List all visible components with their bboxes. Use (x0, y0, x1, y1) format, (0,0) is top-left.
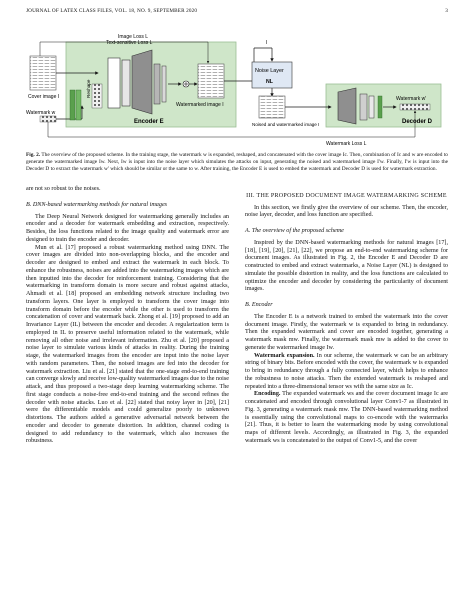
right-p1: In this section, we firstly give the overview of our scheme. Then, the encoder, noise layer, decoder, and loss function are specified. (245, 204, 448, 219)
reshaped-watermark (92, 84, 102, 108)
figure-2 (26, 32, 448, 150)
left-p0: are not so robust to the noises. (26, 186, 101, 192)
left-column (26, 186, 229, 446)
watermark-expansion-heading: Watermark expansion. (254, 352, 315, 359)
page-header (26, 8, 448, 18)
figure-caption (26, 152, 448, 174)
watermark-output-label: Watermark w' (396, 96, 427, 102)
encoding-heading: Encoding. (254, 391, 281, 398)
right-p3: The Encoder E is a network trained to embed the watermark into the cover document image. Firstly, the watermark w is expanded to bring in redundancy. Then the expanded watermark and cover are encoded together, generating a watermark mask mw. Finally, the watermark mask mw is added to the cover to generate the watermarked image Iw. (245, 313, 448, 351)
right-p2: Inspired by the DNN-based watermarking methods for natural images [17], [18], [19], [20], [21], [22], we propose an end-to-end watermarking scheme for document images. As illustrated in Fig. 2, the Encoder E and Decoder D are constructed to embed and extract watermarks, a Noise Layer (NL) is designed to simulate the possible distortion in reality, and the loss functions are calculated to optimize the encoder and decoder by considering the particularity of document images. (245, 239, 448, 293)
reshape-label: Reshape (86, 79, 91, 98)
watermark-expansion-text: In our scheme, the watermark w can be an arbitrary string of binary bits. Before encoded with the cover, the watermark w is expanded to bring in redundancy through a fully connected layer, which helps to enhance the robustness to noise attacks. Then the extended watermark is reshaped and repeated into a three-dimensional tensor ws with the same size as Ic. (245, 352, 449, 390)
watermarked-image-thumb (198, 64, 224, 98)
watermark-input-bits (40, 116, 56, 122)
decoder-conv-1 (360, 94, 367, 120)
nl-label: NL (266, 79, 273, 85)
pipeline-diagram (26, 32, 448, 150)
encoding-text: The expanded watermark ws and the cover document image Ic are concatenated and encoded through convolutional layer Conv1-7 as illustrated in Fig. 3, generating a watermark mask mw. The DNN-based watermarking method is essentially using the convolutional maps to co-encode with the watermarks [21]. Thus, it is better to learn the watermarking mode by using convolutional maps of different levels. Accordingly, as illustrated in Fig. 3, the expanded watermark ws is concatenated to the output of Conv1-5, and the cover (245, 391, 448, 444)
encoder-label: Encoder E (134, 119, 164, 125)
decoder-conv-volume (338, 88, 356, 124)
cover-image-thumb (30, 56, 56, 90)
cover-image-label: Cover image I (28, 94, 60, 100)
conv-block-3 (154, 64, 160, 104)
watermark-input-label: Watermark w (26, 110, 56, 116)
watermarked-image-label: Watermarked image I (176, 102, 224, 108)
conv-block-2 (122, 60, 130, 106)
right-column (245, 186, 448, 446)
caption-label: Fig. 2. (26, 152, 41, 158)
image-loss-label: Image Loss L (118, 34, 149, 40)
noised-image-thumb (259, 96, 285, 118)
right-p4 (245, 353, 448, 392)
iw-label: I (266, 40, 268, 46)
decoder-label: Decoder D (402, 119, 433, 125)
noise-layer-label: Noise Layer (255, 68, 284, 74)
text-loss-label: Text-sensitive Loss L (106, 40, 153, 46)
noised-image-label: Noised and watermarked image I (252, 122, 320, 127)
watermark-output-bits (400, 104, 430, 110)
fc-layer-2 (76, 90, 81, 120)
right-p5 (245, 391, 448, 445)
watermark-loss-label: Watermark Loss L (326, 141, 367, 147)
decoder-conv-2 (369, 96, 374, 118)
fc-layer-1 (70, 90, 75, 120)
journal-header: JOURNAL OF LATEX CLASS FILES, VOL. 18, NO. 9, SEPTEMBER 2020 (26, 8, 198, 14)
left-p1: The Deep Neural Network designed for watermarking generally includes an encoder and a decoder for watermark embedding and extraction, respectively. Besides, the loss functions related to the image quality and watermark error are designed to train the encoder and decoder. (26, 213, 229, 243)
subsection-a-overview: A. The overview of the proposed scheme (245, 228, 344, 235)
page-number: 3 (445, 8, 448, 14)
conv-block-1 (108, 58, 120, 108)
subsection-b-dnn: B. DNN-based watermarking methods for natural images (26, 201, 168, 208)
caption-text: The overview of the proposed scheme. In the training stage, the watermark w is expanded, reshaped, and concatenated with the cover image Ic. Then, combination of Ic and w are encoded to generate the watermarked image Iw. Next, Iw is input into the noise layer which simulates the attacks on input, generating the noised and watermarked image I'w. Finally, I'w is input into the Decoder D to extract the watermark w' which should be similar or the same to w. After training, the Encoder E is used to embed the watermark and Decoder D is used for watermark extraction. (26, 152, 448, 173)
decoder-fc (378, 96, 382, 118)
encoder-conv-volume (132, 50, 152, 114)
subsection-b-encoder: B. Encoder (245, 302, 273, 309)
left-p2: Mun et al. [17] proposed a robust watermarking method using DNN. The cover images are divided into non-overlapping blocks, and the encoder and decoder are designed to embed and extract the watermark in each block. To enhance the robustness, noises are added into the watermarking images which are then inputted into the decoder for reinforcement training. Considering that the watermarking in transform domain is more secure and robust against attacks, Ahmadi et al. [18] proposed an embedding network structure including two transform layers. One layer is employed to transform the cover image into transform domain before the encoder while the other is used to transform the concatenation of cover and watermark back. Zhong et al. [19] proposed to add an Invariance Layer (IL) between the encoder and decoder. A regularization term is employed in IL to preserve useful information related to the watermark, while removing all other noise and irrelevant information. Zhu et al. [20] proposed a noise layer to simulate various kinds of attacks in reality. During the training stage, the watermarked images from the encoder are input into the noise layer with random parameters. Then, the noised images are fed into the decoder for watermark extraction. Liu et al. [21] stated that the one-stage end-to-end training can converge slowly and receive low-quality watermarked images due to the noise attack, and thus proposed a two-stage deep learning watermarking scheme. The first stage conducts a noise-free end-to-end training and the second refines the decoder with noise attacks. Luo et al. [22] stated that noisy layer in [20], [21] were the differentiable models and could generalize poorly to unknown distortions. The authors added a generative adversarial network between the encoder and decoder to generate distortion. In addition, channel coding is designed to add redundancy to the watermark, which also increases the robustness. (26, 244, 229, 445)
section-iii-title: III. THE PROPOSED DOCUMENT IMAGE WATERMARKING SCHEME (246, 193, 447, 199)
conv-block-4 (162, 66, 166, 102)
